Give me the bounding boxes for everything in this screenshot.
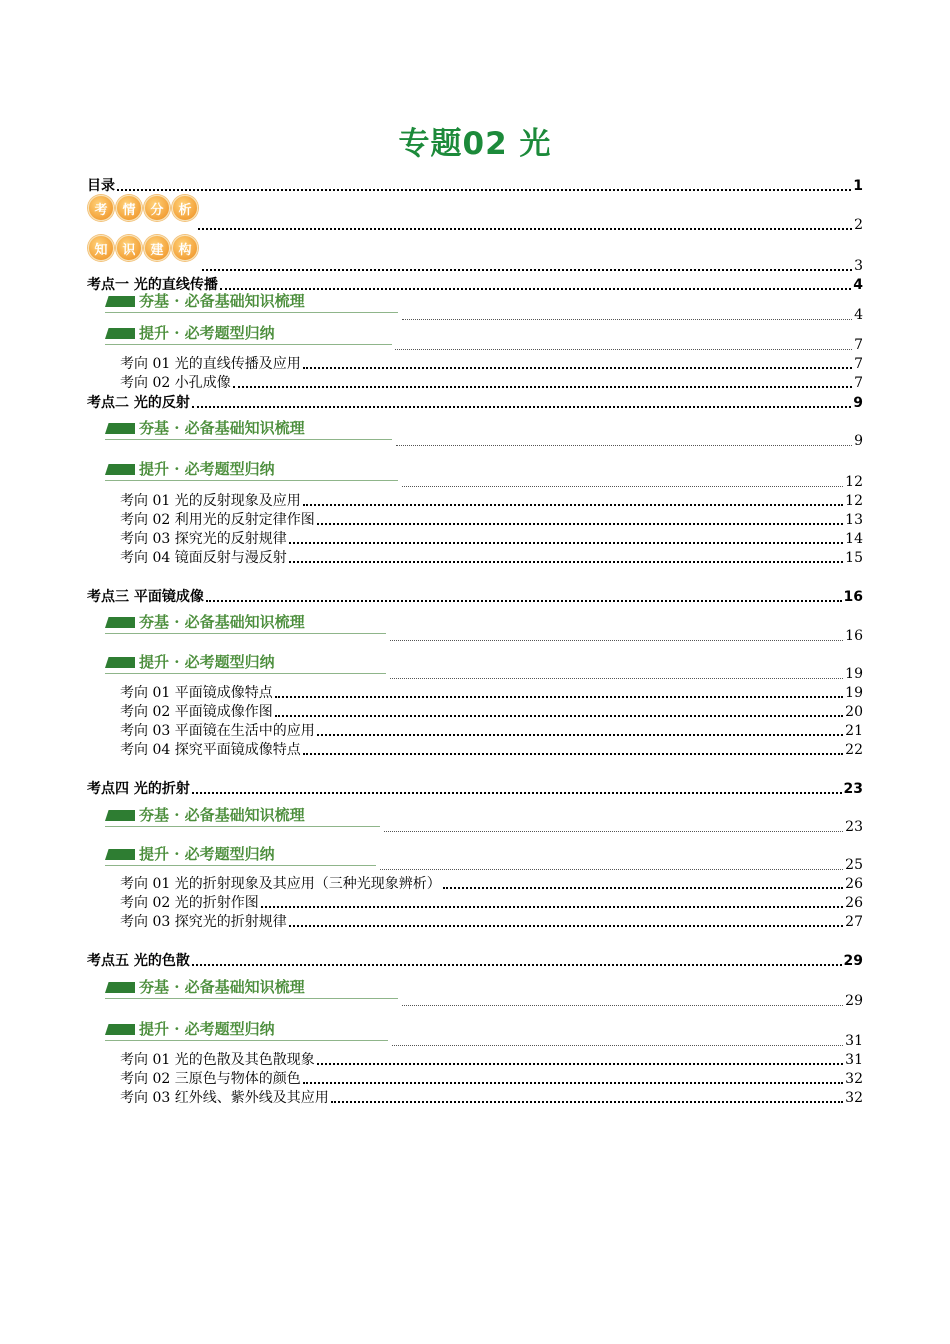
dot-leader [390,678,843,679]
flag-icon [105,296,135,307]
toc-row-badges1[interactable] [196,214,863,234]
toc-row-item[interactable] [120,873,863,893]
section-label: 考点三 平面镜成像 [87,589,204,605]
toc-row-item[interactable] [120,490,863,510]
banner-label: 夯基 · 必备基础知识梳理 [139,419,305,437]
toc-page: 25 [845,857,863,873]
banner-basic [105,612,386,634]
toc-row-item[interactable] [120,682,863,702]
banner-underline [105,312,398,313]
toc-page: 29 [843,953,863,969]
banner-underline [105,998,398,999]
badge-char: 建 [144,235,170,261]
toc-page: 7 [854,356,863,372]
banner-underline [105,826,380,827]
dot-leader [303,367,852,369]
dot-leader [380,869,843,870]
dot-leader [443,887,843,889]
toc-row-item[interactable] [120,701,863,721]
banner-improve [105,459,398,481]
toc-page: 16 [845,628,863,644]
dot-leader [396,445,852,446]
banner-label: 夯基 · 必备基础知识梳理 [139,292,305,310]
toc-page: 4 [853,277,863,293]
toc-row-basic[interactable] [400,304,863,324]
flag-icon [105,423,135,434]
dot-leader [317,523,843,525]
toc-row-section-2[interactable] [87,392,863,412]
toc-page: 1 [853,178,863,194]
toc-row-improve[interactable] [400,471,863,491]
toc-page: 4 [854,307,863,323]
item-label: 考向 02 平面镜成像作图 [120,704,273,720]
flag-icon [105,464,135,475]
toc-row-item[interactable] [120,739,863,759]
page-title: 专题02 光 [398,126,552,162]
banner-label: 夯基 · 必备基础知识梳理 [139,613,305,631]
item-label: 考向 01 平面镜成像特点 [120,685,273,701]
item-label: 考向 02 小孔成像 [120,375,231,391]
dot-leader [275,715,843,717]
banner-improve [105,1019,388,1041]
flag-icon [105,617,135,628]
banner-underline [105,480,398,481]
toc-label: 目录 [87,178,115,194]
dot-leader [289,925,843,927]
toc-row-item[interactable] [120,1068,863,1088]
toc-page: 29 [845,993,863,1009]
badge-char: 知 [88,235,114,261]
toc-row-basic[interactable] [400,990,863,1010]
badge-char: 构 [172,235,198,261]
toc-row-item[interactable] [120,720,863,740]
toc-row-item[interactable] [120,528,863,548]
toc-page: 15 [845,550,863,566]
toc-page: 21 [845,723,863,739]
dot-leader [220,288,851,290]
toc-row-item[interactable] [120,911,863,931]
section-label: 考点四 光的折射 [87,781,190,797]
toc-page: 16 [843,589,863,605]
banner-underline [105,633,386,634]
flag-icon [105,328,135,339]
dot-leader [303,753,843,755]
flag-icon [105,1024,135,1035]
badge-char: 考 [88,195,114,221]
toc-row-item[interactable] [120,892,863,912]
toc-page: 13 [845,512,863,528]
dot-leader [384,831,843,832]
toc-row-improve[interactable] [390,1030,863,1050]
toc-row-item[interactable] [120,353,863,373]
toc-row-basic[interactable] [388,625,863,645]
banner-improve [105,323,392,345]
section-label: 考点二 光的反射 [87,395,190,411]
toc-row-item[interactable] [120,1087,863,1107]
item-label: 考向 01 光的折射现象及其应用（三种光现象辨析） [120,876,441,892]
toc-row-item[interactable] [120,547,863,567]
toc-page: 26 [845,876,863,892]
dot-leader [261,906,843,908]
toc-row-improve[interactable] [378,854,863,874]
toc-row-section-3[interactable] [87,586,863,606]
toc-page: 26 [845,895,863,911]
dot-leader [303,504,843,506]
toc-page: 20 [845,704,863,720]
item-label: 考向 04 镜面反射与漫反射 [120,550,287,566]
dot-leader [395,349,852,350]
toc-page: 9 [854,433,863,449]
badge-char: 分 [144,195,170,221]
banner-label: 提升 · 必考题型归纳 [139,324,275,342]
toc-page: 3 [854,258,863,274]
item-label: 考向 02 光的折射作图 [120,895,259,911]
item-label: 考向 03 红外线、紫外线及其应用 [120,1090,329,1106]
toc-page: 23 [843,781,863,797]
banner-improve [105,652,386,674]
toc-row-item[interactable] [120,1049,863,1069]
banner-label: 提升 · 必考题型归纳 [139,1020,275,1038]
section-label: 考点一 光的直线传播 [87,277,218,293]
dot-leader [390,640,843,641]
item-label: 考向 01 光的直线传播及应用 [120,356,301,372]
toc-row-section-4[interactable] [87,778,863,798]
toc-page: 7 [854,375,863,391]
badge-char: 识 [116,235,142,261]
toc-page: 12 [845,493,863,509]
banner-underline [105,439,392,440]
banner-improve [105,844,376,866]
flag-icon [105,982,135,993]
dot-leader [331,1101,843,1103]
toc-page: 27 [845,914,863,930]
toc-row-contents[interactable] [87,175,863,195]
dot-leader [192,406,851,408]
banner-underline [105,673,386,674]
banner-label: 夯基 · 必备基础知识梳理 [139,978,305,996]
dot-leader [317,1063,843,1065]
toc-row-basic[interactable] [382,816,863,836]
toc-page: 32 [845,1071,863,1087]
section-label: 考点五 光的色散 [87,953,190,969]
toc-page: 14 [845,531,863,547]
toc-page: 31 [845,1052,863,1068]
flag-icon [105,810,135,821]
dot-leader [233,386,852,388]
dot-leader [289,542,843,544]
toc-page: 23 [845,819,863,835]
toc-row-item[interactable] [120,509,863,529]
item-label: 考向 02 利用光的反射定律作图 [120,512,315,528]
banner-underline [105,1040,388,1041]
toc-row-improve[interactable] [388,663,863,683]
flag-icon [105,849,135,860]
item-label: 考向 01 光的反射现象及应用 [120,493,301,509]
toc-page: 9 [853,395,863,411]
banner-basic [105,977,398,999]
toc-row-badges2[interactable] [200,255,863,275]
dot-leader [402,1005,843,1006]
badge-char: 析 [172,195,198,221]
toc-row-item[interactable] [120,372,863,392]
dot-leader [198,228,852,230]
banner-basic [105,418,392,440]
dot-leader [289,561,843,563]
dot-leader [202,269,852,271]
dot-leader [402,486,843,487]
toc-page: 19 [845,685,863,701]
toc-page: 19 [845,666,863,682]
item-label: 考向 03 探究光的反射规律 [120,531,287,547]
dot-leader [402,319,852,320]
banner-label: 提升 · 必考题型归纳 [139,653,275,671]
toc-page: 2 [854,217,863,233]
dot-leader [192,964,842,966]
dot-leader [206,600,842,602]
item-label: 考向 03 探究光的折射规律 [120,914,287,930]
toc-row-basic[interactable] [394,430,863,450]
toc-page: 31 [845,1033,863,1049]
banner-basic [105,291,398,313]
dot-leader [392,1045,843,1046]
dot-leader [275,696,843,698]
item-label: 考向 04 探究平面镜成像特点 [120,742,301,758]
toc-row-improve[interactable] [393,334,863,354]
toc-page: 22 [845,742,863,758]
dot-leader [192,792,842,794]
banner-underline [105,865,376,866]
banner-label: 提升 · 必考题型归纳 [139,460,275,478]
item-label: 考向 03 平面镜在生活中的应用 [120,723,315,739]
item-label: 考向 02 三原色与物体的颜色 [120,1071,301,1087]
toc-row-section-5[interactable] [87,950,863,970]
banner-underline [105,344,392,345]
badge-char: 情 [116,195,142,221]
badge-group-structure [88,235,198,261]
toc-page: 12 [845,474,863,490]
flag-icon [105,657,135,668]
dot-leader [317,734,843,736]
banner-label: 提升 · 必考题型归纳 [139,845,275,863]
badge-group-analysis [88,195,198,221]
banner-label: 夯基 · 必备基础知识梳理 [139,806,305,824]
toc-page: 32 [845,1090,863,1106]
toc-page: 7 [854,337,863,353]
dot-leader [303,1082,843,1084]
dot-leader [117,189,851,191]
item-label: 考向 01 光的色散及其色散现象 [120,1052,315,1068]
banner-basic [105,805,380,827]
